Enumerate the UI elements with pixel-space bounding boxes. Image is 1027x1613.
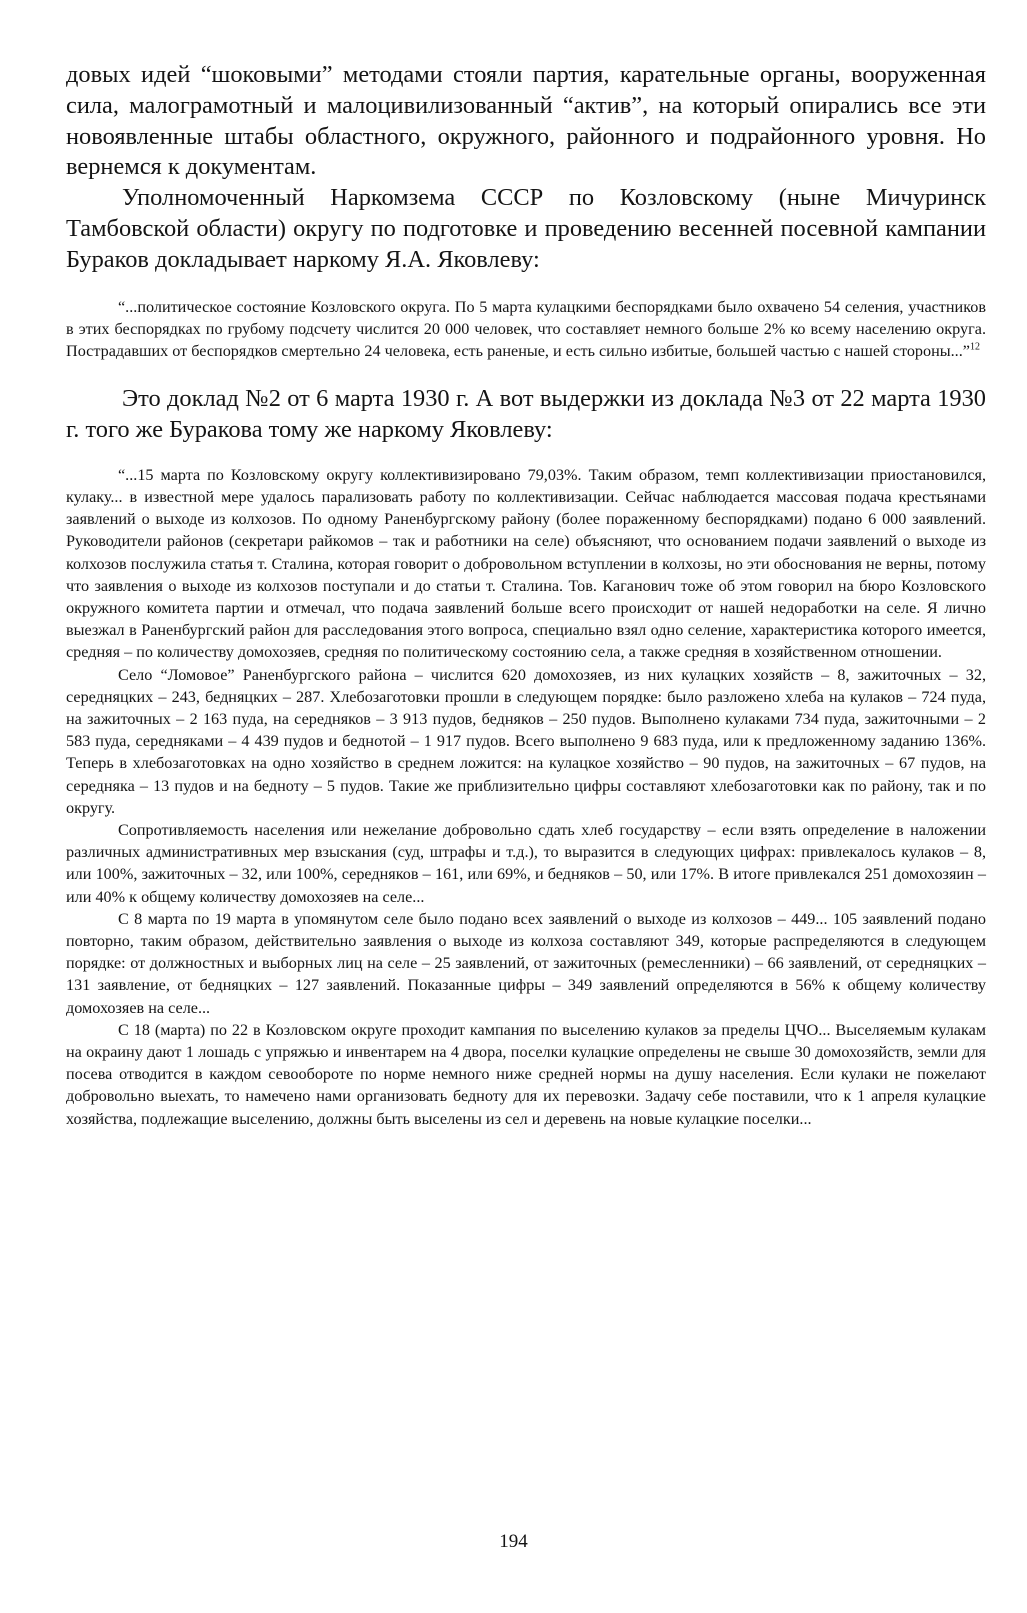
quote-report-3-part-4: С 8 марта по 19 марта в упомянутом селе было подано всех заявлений о выходе из колхозов – 449... 105 заявлений подано повторно, таким образом, действительно заявления о выходе из колхоза составляют 349, которые распределяются в следующем порядке: от должностных и выборных лиц на селе – 25 заявлений, от зажиточных (ремесленники) – 66 заявлений, от середняцких – 131 заявление, от бедняцких – 127 заявлений. Показанные цифры – 349 заявлений определяются в 56% к общему количеству домохозяев на селе... (66, 909, 986, 1017)
quote-report-3-part-5: С 18 (марта) по 22 в Козловском округе проходит кампания по выселению кулаков за пределы ЦЧО... Выселяемым кулакам на окраину дают 1 лошадь с упряжью и инвентарем на 4 двора, поселки кулацкие определены не свыше 30 домохозяйств, земли для посева отводится в каждом севообороте по норме немного ниже средней нормы на душу населения. Если кулаки не пожелают добровольно выехать, то намечено нами организовать бедноту для их перевозки. Задачу себе поставили, что к 1 апреля кулацкие хозяйства, подлежащие выселению, должны быть выселены из сел и деревень на новые кулацкие поселки... (66, 1020, 986, 1128)
page-number: 194 (499, 1531, 528, 1552)
quote-report-3-part-1: “...15 марта по Козловскому округу коллективизировано 79,03%. Таким образом, темп коллективизации приостановился, кулаку... в известной мере удалось парализовать работу по коллективизации. Сейчас наблюдается массовая подача крестьянами заявлений о выходе из колхозов. По одному Раненбургскому району (более пораженному беспорядками) подано 6 000 заявлений. Руководители районов (секретари райкомов – так и работники на селе) объясняют, что основанием подачи заявлений о выходе из колхозов послужила статья т. Сталина, которая говорит о добровольном вступлении в колхозы, но эти обоснования не верны, потому что заявления о выходе из колхозов поступали и до статьи т. Сталина. Тов. Каганович тоже об этом говорил на бюро Козловского окружного комитета партии и отмечал, что подача заявлений больше всего происходит от нашей недоработки на селе. Я лично выезжал в Раненбургский район для расследования этого вопроса, специально взял одно селение, характеристика которого имеется, средняя – по количеству домохозяев, средняя по политическому состоянию села, а также средняя в хозяйственном отношении. (66, 465, 986, 662)
paragraph-report-intro: Уполномоченный Наркомзема СССР по Козловскому (ныне Мичуринск Тамбовской области) округу по подготовке и проведению весенней посевной кампании Бураков докладывает наркому Я.А. Яковлеву: (66, 184, 986, 273)
quote-report-3-part-2: Село “Ломовое” Раненбургского района – числится 620 домохозяев, из них кулацких хозяйств – 8, зажиточных – 32, середняцких – 243, бедняцких – 287. Хлебозаготовки прошли в следующем порядке: было разложено хлеба на кулаков – 724 пуда, на зажиточных – 2 163 пуда, на середняков – 3 913 пудов, бедняков – 250 пудов. Выполнено кулаками 734 пуда, зажиточными – 2 583 пуда, середняками – 4 439 пудов и беднотой – 1 917 пудов. Всего выполнено 9 683 пуда, или к предложенному заданию 136%. Теперь в хлебозаготовках на одно хозяйство в среднем ложится: на кулацкое хозяйство – 90 пудов, на зажиточных – 67 пудов, на середняка – 13 пудов и на бедноту – 5 пудов. Такие же приблизительно цифры составляют хлебозаготовки как по району, так и по округу. (66, 665, 986, 817)
quote-report-2-text: “...политическое состояние Козловского округа. По 5 марта кулацкими беспорядками было охвачено 54 селения, участников в этих беспорядках по грубому подсчету числится 20 000 человек, что составляет немного больше 2% ко всему населению округа. Пострадавших от беспорядков смертельно 24 человека, есть раненые, и есть сильно избитые, большей частью с нашей стороны...” (66, 297, 986, 360)
footnote-marker: 12 (969, 341, 980, 353)
quote-report-2 (66, 296, 986, 363)
paragraph-report-3-intro: Это доклад №2 от 6 марта 1930 г. А вот выдержки из доклада №3 от 22 марта 1930 г. того же Буракова тому же наркому Яковлеву: (66, 385, 986, 443)
page-body (66, 60, 986, 1130)
quote-report-3-part-3: Сопротивляемость населения или нежелание добровольно сдать хлеб государству – если взять определение в наложении различных административных мер взыскания (суд, штрафы и т.д.), то выразится в следующих цифрах: привлекалось кулаков – 8, или 100%, зажиточных – 32, или 100%, середняков – 161, или 69%, и бедняков – 50, или 17%. В итоге привлекался 251 домохозяин – или 40% к общему количеству домохозяев на селе... (66, 821, 986, 906)
paragraph-continuation: довых идей “шоковыми” методами стояли партия, карательные органы, вооруженная сила, малограмотный и малоцивилизованный “актив”, на который опирались все эти новоявленные штабы областного, окружного, районного и подрайонного уровня. Но вернемся к документам. (66, 61, 986, 181)
